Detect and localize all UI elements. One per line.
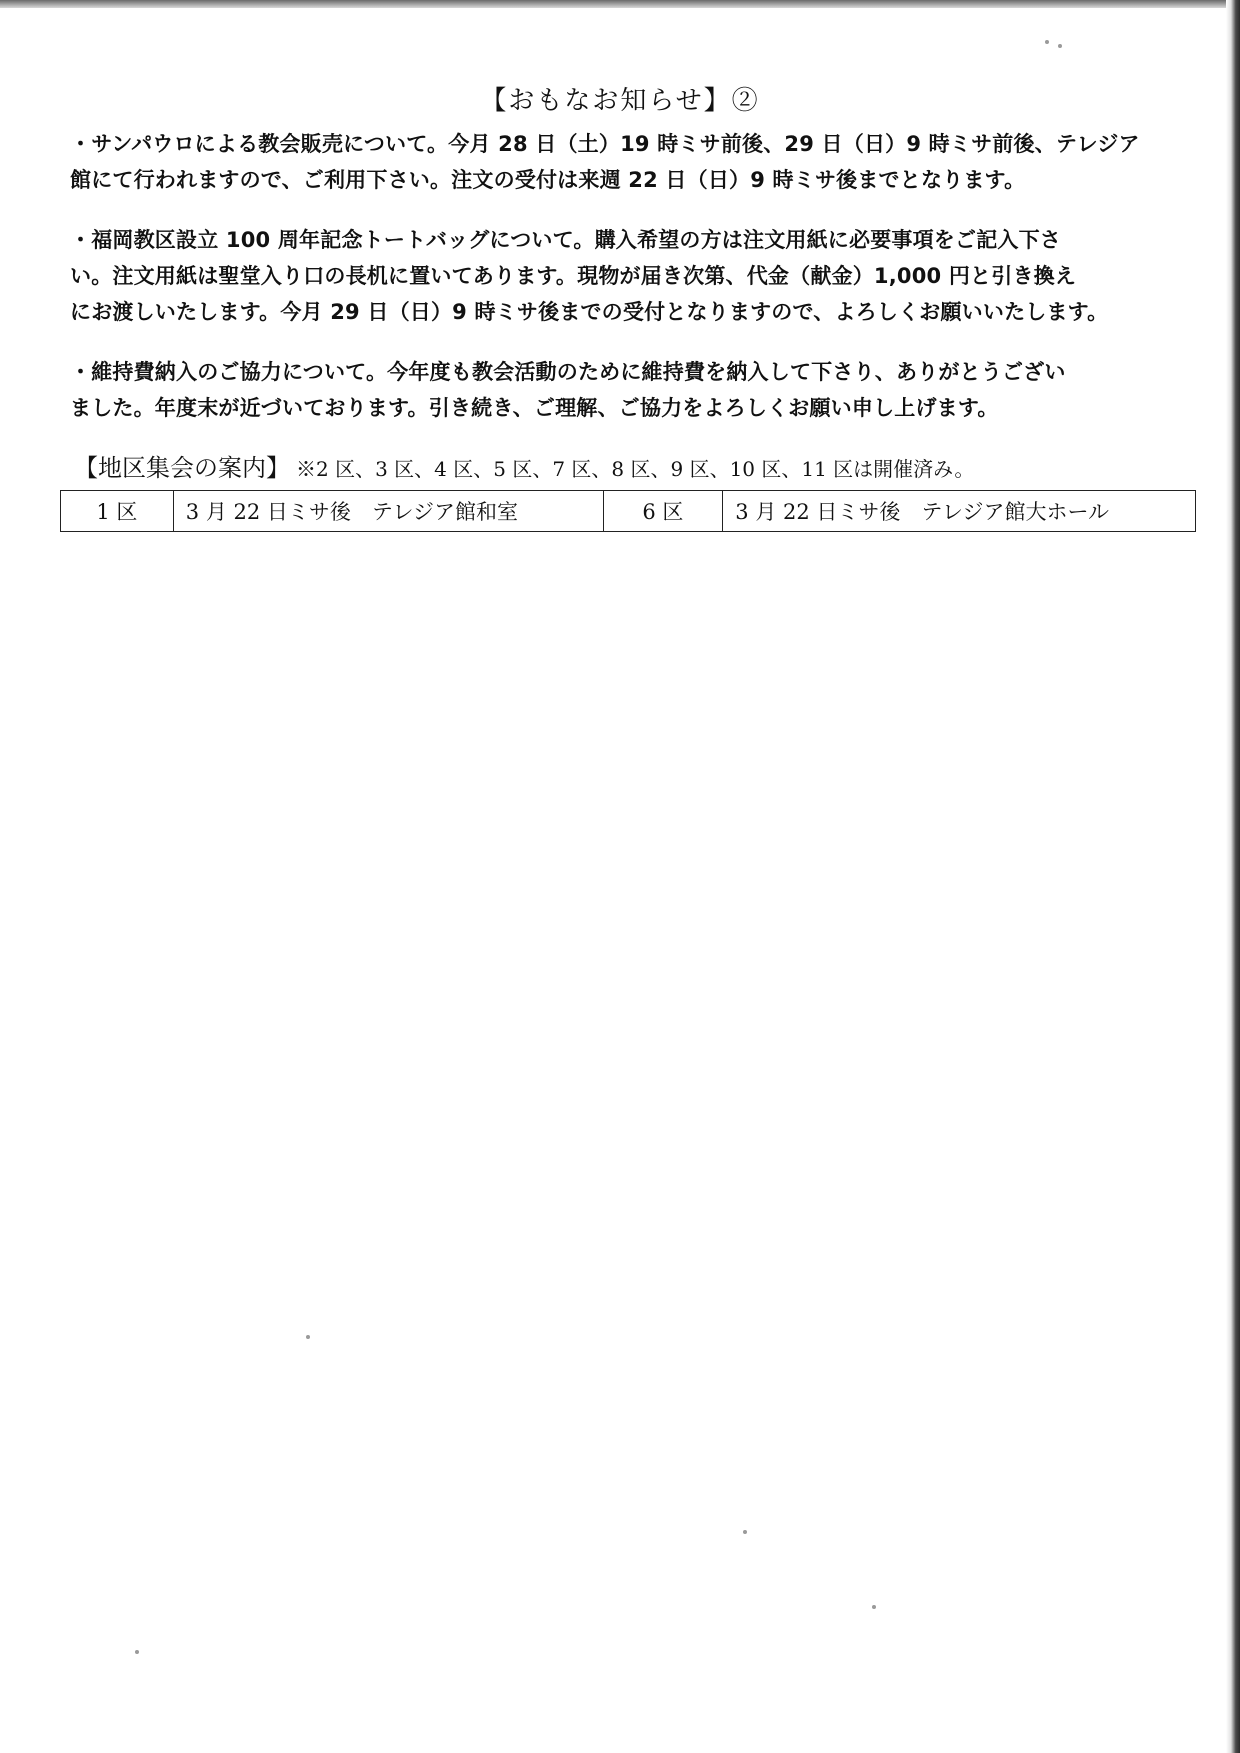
notice-line: ・サンパウロによる教会販売について。今月 28 日（土）19 時ミサ前後、29 日（日）9 時ミサ前後、テレジア — [70, 132, 1140, 156]
notice-line: ました。年度末が近づいております。引き続き、ご理解、ご協力をよろしくお願い申し上げます。 — [70, 396, 999, 420]
notice-line: ・維持費納入のご協力について。今年度も教会活動のために維持費を納入して下さり、ありがとうござい — [70, 360, 1066, 384]
notice-line: い。注文用紙は聖堂入り口の長机に置いてあります。現物が届き次第、代金（献金）1,000 円と引き換え — [70, 264, 1077, 288]
page-title: 【おもなお知らせ】② — [480, 86, 760, 116]
district-cell: 6 区 — [603, 491, 723, 532]
notice-sales — [70, 126, 1180, 198]
district-detail-cell: 3 月 22 日ミサ後 テレジア館和室 — [173, 491, 603, 532]
district-meetings-heading — [74, 448, 1184, 483]
scan-speck — [872, 1605, 876, 1609]
district-meetings-table — [60, 490, 1196, 532]
district-cell: 1 区 — [61, 491, 174, 532]
notice-line: ・福岡教区設立 100 周年記念トートバッグについて。購入希望の方は注文用紙に必要事項をご記入下さ — [70, 228, 1061, 252]
scan-speck — [135, 1650, 139, 1654]
district-heading-note: ※2 区、3 区、4 区、5 区、7 区、8 区、9 区、10 区、11 区は開催済み。 — [296, 457, 975, 481]
scan-speck — [306, 1335, 310, 1339]
notice-line: にお渡しいたします。今月 29 日（日）9 時ミサ後までの受付となりますので、よろしくお願いいたします。 — [70, 300, 1109, 324]
district-heading-label: 【地区集会の案内】 — [74, 454, 290, 482]
scan-speck — [1058, 44, 1062, 48]
scan-edge-top — [0, 0, 1240, 8]
notice-maintenance-fee — [70, 354, 1180, 426]
notice-line: 館にて行われますので、ご利用下さい。注文の受付は来週 22 日（日）9 時ミサ後までとなります。 — [70, 168, 1026, 192]
scan-speck — [1045, 40, 1049, 44]
table-row — [61, 491, 1196, 532]
scan-speck — [743, 1530, 747, 1534]
notice-tote-bag — [70, 222, 1180, 330]
district-detail-cell: 3 月 22 日ミサ後 テレジア館大ホール — [723, 491, 1196, 532]
scan-edge-right — [1226, 0, 1240, 1753]
